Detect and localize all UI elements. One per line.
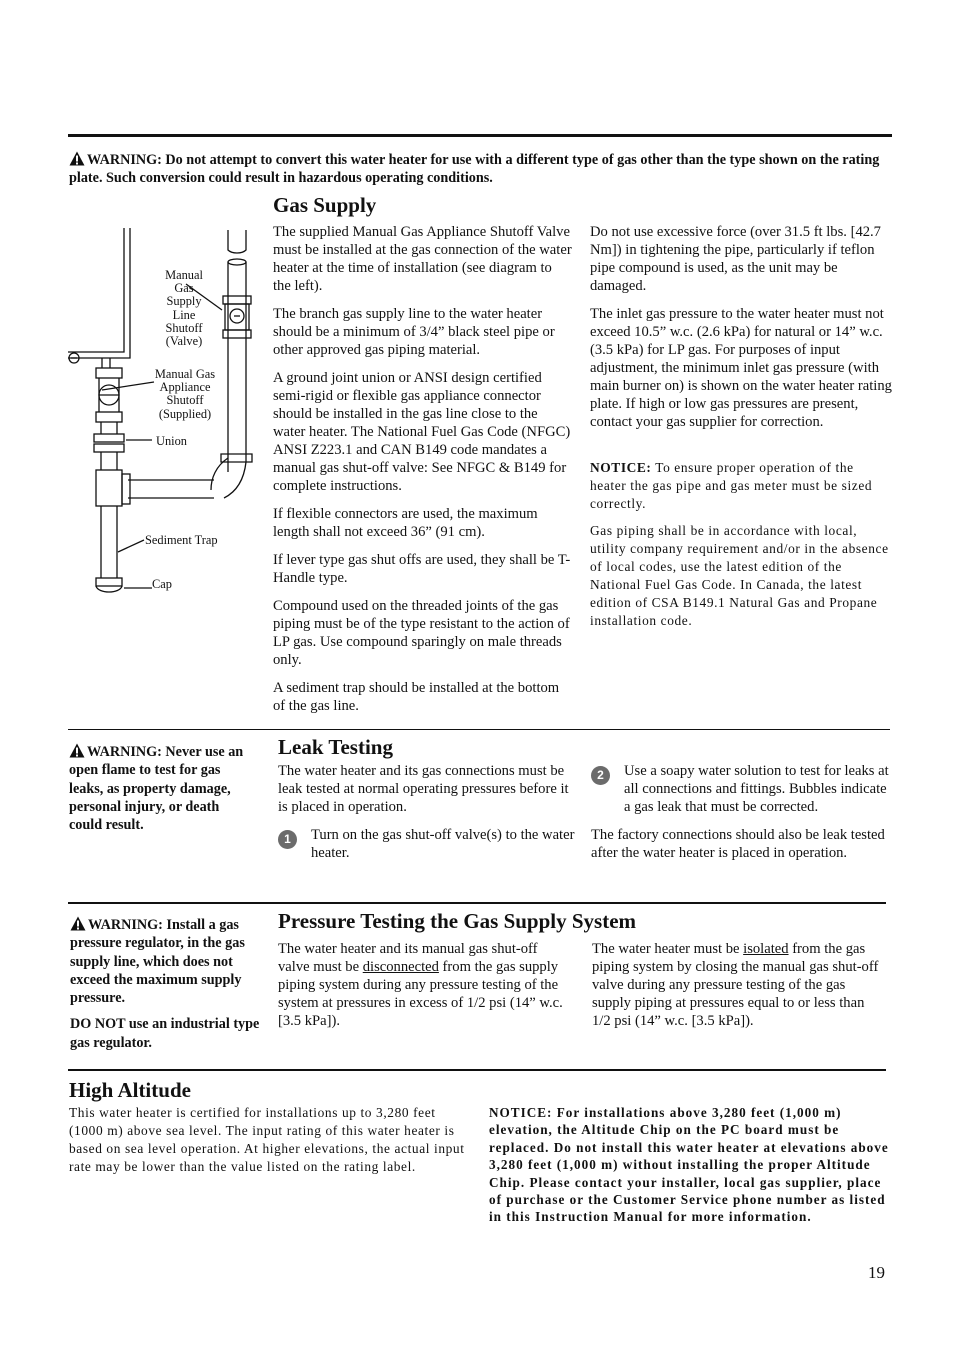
label-cap: Cap <box>152 577 172 591</box>
leak-intro: The water heater and its gas connections must be leak tested at normal operating pressures before it is placed in operation. <box>278 763 569 815</box>
section-divider <box>68 902 886 904</box>
gas-supply-para: Compound used on the threaded joints of the gas piping must be of the type resistant to the action of LP gas. Use compound sparingly on male threads only. <box>273 598 570 668</box>
gas-supply-para: A ground joint union or ANSI design certified semi-rigid or flexible gas appliance connector should be installed in the gas line close to the water heater. The National Fuel Gas Code (NFGC) ANSI Z223.1 and CAN B149 code mandates a manual gas shut-off valve: See NFGC & B149 for complete instructions. <box>273 370 571 494</box>
label-union: Union <box>156 434 187 448</box>
pressure-testing-col1: The water heater and its manual gas shut-off valve must be disconnected from the gas supply piping system during any pressure testing of the system at pressures in excess of 1/2 psi (14” w.c. [3.5 kPa]). <box>278 941 563 1029</box>
warning-triangle-icon <box>70 916 86 931</box>
gas-piping-diagram <box>66 222 266 602</box>
warning-triangle-icon <box>69 151 85 166</box>
top-rule <box>68 134 892 137</box>
gas-notice: NOTICE: To ensure proper operation of the heater the gas pipe and gas meter must be sized correctly. <box>590 460 873 511</box>
pressure-warning <box>70 916 260 1052</box>
gas-supply-para: If lever type gas shut offs are used, they shall be T-Handle type. <box>273 552 571 586</box>
gas-supply-para: If flexible connectors are used, the maximum length shall not exceed 36” (91 cm). <box>273 506 538 540</box>
pressure-testing-title: Pressure Testing the Gas Supply System <box>278 909 637 933</box>
gas-supply-notices <box>590 459 890 639</box>
gas-supply-col1 <box>273 223 573 725</box>
high-altitude-title: High Altitude <box>69 1078 191 1102</box>
gas-supply-col2 <box>590 223 892 441</box>
top-warning-text: WARNING: Do not attempt to convert this water heater for use with a different type of gas other than the type shown on the rating plate. Such conversion could result in hazardous operating conditions. <box>69 152 880 187</box>
pressure-warning-industrial: DO NOT use an industrial type gas regulator. <box>70 1016 260 1051</box>
label-manual-gas-appliance-shutoff: Manual Gas Appliance Shutoff (Supplied) <box>154 367 216 421</box>
step-number-badge: 2 <box>591 766 610 785</box>
leak-step-2: 2 Use a soapy water solution to test for leaks at all connections and fittings. Bubbles indicate a gas leak that must be corrected. <box>591 762 891 816</box>
step-number-badge: 1 <box>278 830 297 849</box>
gas-supply-para: The branch gas supply line to the water heater should be a minimum of 3/4” black steel pipe or other approved gas piping material. <box>273 306 555 358</box>
gas-supply-para: The inlet gas pressure to the water heater must not exceed 10.5” w.c. (2.6 kPa) for natural or 14” w.c. (3.5 kPa) for LP gas. For purposes of input adjustment, the minimum inlet gas pressure (with main burner on) is shown on the water heater rating plate. If high or low gas pressures are present, contact your gas supplier for correction. <box>590 306 892 430</box>
gas-supply-para: The supplied Manual Gas Appliance Shutoff Valve must be installed at the gas connection of the water heater at the time of installation (see diagram to the left). <box>273 224 572 294</box>
section-divider <box>68 1069 886 1071</box>
leak-warning: WARNING: Never use an open flame to test for gas leaks, as property damage, personal injury, or death could result. <box>69 744 244 834</box>
label-manual-gas-supply-shutoff: Manual Gas Supply Line Shutoff (Valve) <box>165 268 203 349</box>
leak-testing-col1 <box>278 762 578 862</box>
top-warning <box>69 151 893 188</box>
section-divider <box>68 729 890 730</box>
gas-piping-code-text: Gas piping shall be in accordance with local, utility company requirement and/or in the absence of local codes, use the latest edition of the National Fuel Gas Code. In Canada, the latest edition of CSA B149.1 Natural Gas and Propane installation code. <box>590 523 889 628</box>
gas-supply-para: Do not use excessive force (over 31.5 ft lbs. [42.7 Nm]) in tightening the pipe, particularly if teflon pipe compound is used, as the unit may be damaged. <box>590 224 881 294</box>
leak-factory-note: The factory connections should also be leak tested after the water heater is placed in operation. <box>591 827 885 861</box>
pressure-warning-regulator: WARNING: Install a gas pressure regulator, in the gas supply line, which does not exceed the maximum supply pressure. <box>70 917 245 1007</box>
pressure-testing-col2: The water heater must be isolated from the gas piping system by closing the manual gas shut-off valve during any pressure testing of the gas supply piping at pressures equal to or less than 1/2 psi (14” w.c. [3.5 kPa]). <box>592 941 879 1029</box>
gas-supply-title: Gas Supply <box>273 193 377 217</box>
high-altitude-text: This water heater is certified for installations up to 3,280 feet (1000 m) above sea level. The input rating of this water heater is based on sea level operation. At higher elevations, the actual input rate may be lower than the value listed on the rating label. <box>69 1105 465 1174</box>
gas-supply-para: A sediment trap should be installed at the bottom of the gas line. <box>273 680 560 714</box>
label-sediment-trap: Sediment Trap <box>145 533 218 547</box>
warning-triangle-icon <box>69 743 85 758</box>
leak-testing-col2 <box>591 762 891 872</box>
leak-step-1: 1 Turn on the gas shut-off valve(s) to the water heater. <box>278 826 578 862</box>
leak-testing-title: Leak Testing <box>278 735 393 759</box>
high-altitude-notice: NOTICE: For installations above 3,280 feet (1,000 m) elevation, the Altitude Chip on the PC board must be replaced. Do not install this water heater at elevations above 3,280 feet (1,000 m) without installing the proper Altitude Chip. Please contact your installer, local gas supplier, place of purchase or the Customer Service phone number as listed in this Instruction Manual for more information. <box>489 1105 889 1225</box>
page-number: 19 <box>868 1263 885 1282</box>
